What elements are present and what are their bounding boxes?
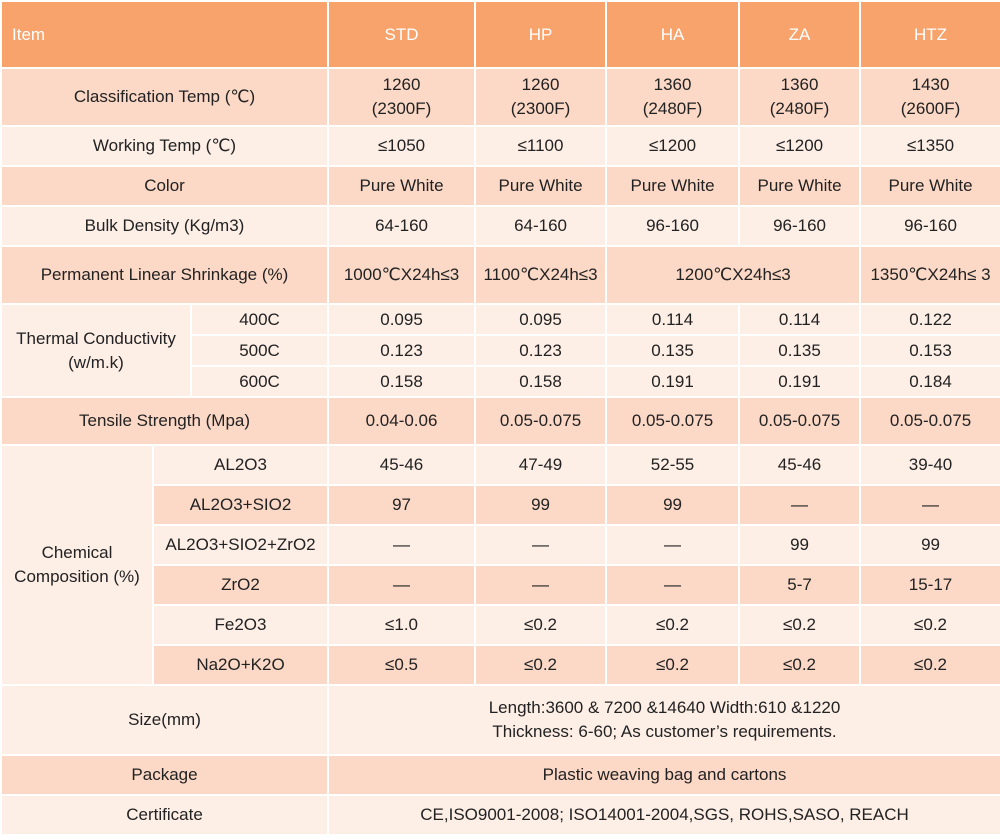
chemical-value: 39-40 [860, 445, 1000, 485]
tensile-strength-hp: 0.05-0.075 [475, 397, 606, 445]
chemical-value: ≤0.2 [475, 645, 606, 685]
thermal-value: 0.123 [328, 335, 475, 366]
chemical-value: 99 [739, 525, 860, 565]
chemical-value: 99 [860, 525, 1000, 565]
certificate-value: CE,ISO9001-2008; ISO14001-2004,SGS, ROHS,SASO, REACH [328, 795, 1000, 835]
chemical-value: 97 [328, 485, 475, 525]
header-grade-ha: HA [606, 1, 739, 68]
shrinkage-label: Permanent Linear Shrinkage (%) [1, 246, 328, 304]
color-row [1, 166, 1000, 206]
color-za: Pure White [739, 166, 860, 206]
bulk-density-std: 64-160 [328, 206, 475, 246]
chemical-value: 99 [475, 485, 606, 525]
tensile-strength-std: 0.04-0.06 [328, 397, 475, 445]
chemical-value: — [328, 565, 475, 605]
header-grade-hp: HP [475, 1, 606, 68]
header-row [1, 1, 1000, 68]
chemical-name: Na2O+K2O [153, 645, 328, 685]
chemical-composition-label: Chemical Composition (%) [1, 445, 153, 685]
color-ha: Pure White [606, 166, 739, 206]
bulk-density-hp: 64-160 [475, 206, 606, 246]
color-label: Color [1, 166, 328, 206]
header-item: Item [1, 1, 328, 68]
chemical-value: — [606, 565, 739, 605]
thermal-value: 0.191 [739, 366, 860, 397]
bulk-density-label: Bulk Density (Kg/m3) [1, 206, 328, 246]
thermal-value: 0.191 [606, 366, 739, 397]
package-label: Package [1, 755, 328, 795]
bulk-density-row [1, 206, 1000, 246]
certificate-label: Certificate [1, 795, 328, 835]
thermal-value: 0.095 [328, 304, 475, 335]
classification-temp-ha: 1360 (2480F) [606, 68, 739, 126]
shrinkage-hp: 1100℃X24h≤3 [475, 246, 606, 304]
header-grade-htz: HTZ [860, 1, 1000, 68]
classification-temp-htz: 1430 (2600F) [860, 68, 1000, 126]
working-temp-ha: ≤1200 [606, 126, 739, 166]
certificate-row [1, 795, 1000, 835]
tensile-strength-za: 0.05-0.075 [739, 397, 860, 445]
classification-temp-hp: 1260 (2300F) [475, 68, 606, 126]
color-hp: Pure White [475, 166, 606, 206]
chemical-value: ≤0.2 [739, 605, 860, 645]
chemical-value: — [328, 525, 475, 565]
thermal-value: 0.158 [328, 366, 475, 397]
chemical-value: — [606, 525, 739, 565]
chemical-value: — [739, 485, 860, 525]
header-grade-std: STD [328, 1, 475, 68]
color-std: Pure White [328, 166, 475, 206]
chemical-value: 52-55 [606, 445, 739, 485]
tensile-strength-row [1, 397, 1000, 445]
chemical-name: Fe2O3 [153, 605, 328, 645]
working-temp-htz: ≤1350 [860, 126, 1000, 166]
classification-temp-za: 1360 (2480F) [739, 68, 860, 126]
chemical-value: ≤0.2 [606, 645, 739, 685]
thermal-temp: 600C [191, 366, 328, 397]
package-row [1, 755, 1000, 795]
tensile-strength-label: Tensile Strength (Mpa) [1, 397, 328, 445]
chemical-value: ≤0.2 [606, 605, 739, 645]
shrinkage-htz: 1350℃X24h≤ 3 [860, 246, 1000, 304]
chemical-value: 5-7 [739, 565, 860, 605]
chemical-name: AL2O3 [153, 445, 328, 485]
thermal-conductivity-label: Thermal Conductivity (w/m.k) [1, 304, 191, 397]
classification-temp-label: Classification Temp (℃) [1, 68, 328, 126]
thermal-value: 0.153 [860, 335, 1000, 366]
tensile-strength-htz: 0.05-0.075 [860, 397, 1000, 445]
thermal-value: 0.184 [860, 366, 1000, 397]
classification-temp-std: 1260 (2300F) [328, 68, 475, 126]
chemical-row [1, 445, 1000, 485]
working-temp-za: ≤1200 [739, 126, 860, 166]
thermal-value: 0.122 [860, 304, 1000, 335]
size-row [1, 685, 1000, 755]
working-temp-std: ≤1050 [328, 126, 475, 166]
chemical-value: — [475, 565, 606, 605]
bulk-density-ha: 96-160 [606, 206, 739, 246]
chemical-name: ZrO2 [153, 565, 328, 605]
bulk-density-za: 96-160 [739, 206, 860, 246]
thermal-value: 0.114 [739, 304, 860, 335]
thermal-value: 0.158 [475, 366, 606, 397]
chemical-value: — [475, 525, 606, 565]
chemical-value: ≤0.2 [860, 605, 1000, 645]
chemical-name: AL2O3+SIO2+ZrO2 [153, 525, 328, 565]
package-value: Plastic weaving bag and cartons [328, 755, 1000, 795]
classification-temp-row [1, 68, 1000, 126]
chemical-value: ≤1.0 [328, 605, 475, 645]
chemical-value: — [860, 485, 1000, 525]
thermal-row [1, 304, 1000, 335]
chemical-value: 47-49 [475, 445, 606, 485]
size-value: Length:3600 & 7200 &14640 Width:610 &1220 Thickness: 6-60; As customer’s requirements. [328, 685, 1000, 755]
working-temp-row [1, 126, 1000, 166]
bulk-density-htz: 96-160 [860, 206, 1000, 246]
working-temp-label: Working Temp (℃) [1, 126, 328, 166]
working-temp-hp: ≤1100 [475, 126, 606, 166]
chemical-value: ≤0.2 [739, 645, 860, 685]
shrinkage-std: 1000℃X24h≤3 [328, 246, 475, 304]
tensile-strength-ha: 0.05-0.075 [606, 397, 739, 445]
chemical-value: 45-46 [328, 445, 475, 485]
chemical-value: ≤0.5 [328, 645, 475, 685]
chemical-value: ≤0.2 [475, 605, 606, 645]
thermal-temp: 400C [191, 304, 328, 335]
thermal-temp: 500C [191, 335, 328, 366]
thermal-value: 0.114 [606, 304, 739, 335]
color-htz: Pure White [860, 166, 1000, 206]
shrinkage-row [1, 246, 1000, 304]
thermal-value: 0.123 [475, 335, 606, 366]
size-label: Size(mm) [1, 685, 328, 755]
chemical-value: 15-17 [860, 565, 1000, 605]
chemical-value: 45-46 [739, 445, 860, 485]
thermal-value: 0.135 [739, 335, 860, 366]
shrinkage-ha-za: 1200℃X24h≤3 [606, 246, 860, 304]
header-grade-za: ZA [739, 1, 860, 68]
chemical-value: 99 [606, 485, 739, 525]
chemical-name: AL2O3+SIO2 [153, 485, 328, 525]
thermal-value: 0.095 [475, 304, 606, 335]
chemical-value: ≤0.2 [860, 645, 1000, 685]
thermal-value: 0.135 [606, 335, 739, 366]
